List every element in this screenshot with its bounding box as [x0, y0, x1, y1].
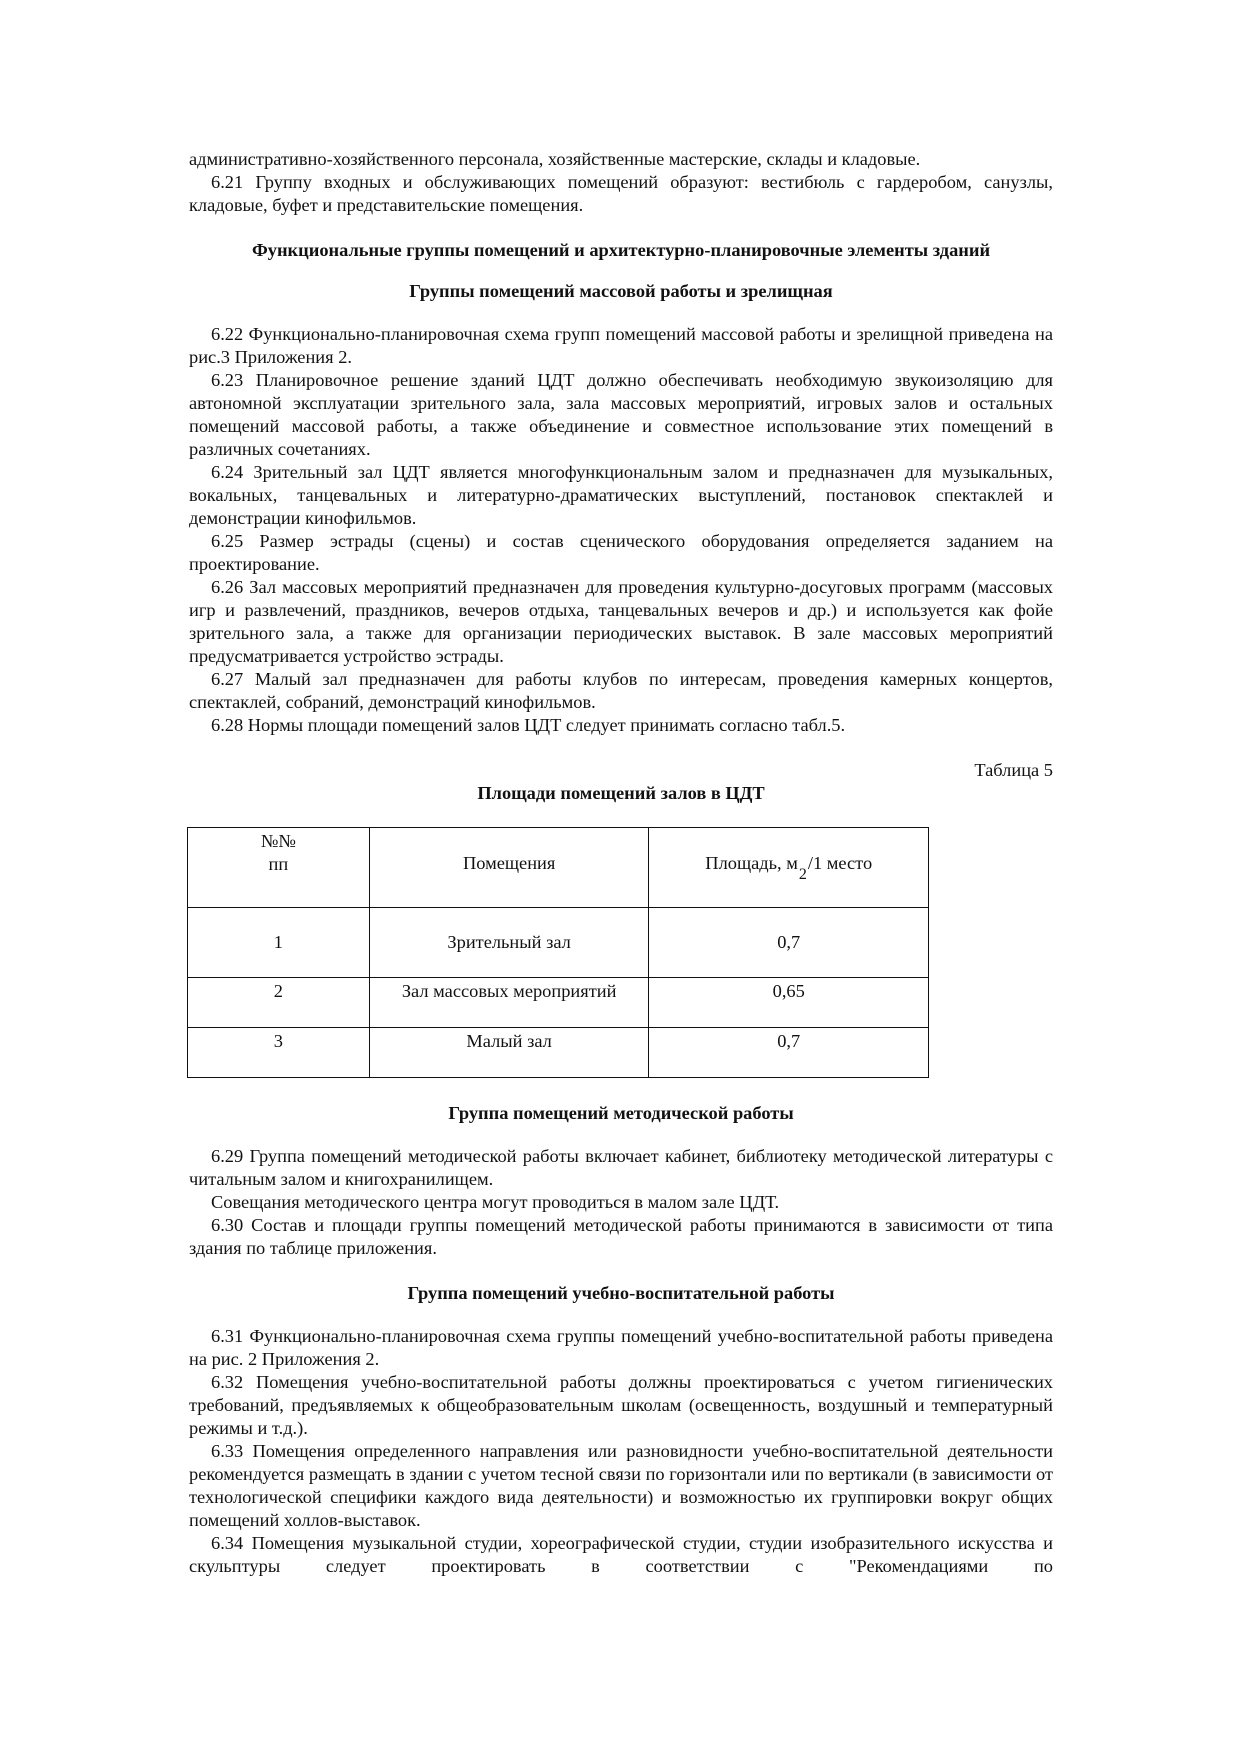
- table-label: Таблица 5: [974, 760, 1053, 780]
- cell-num: 1: [188, 908, 370, 978]
- table-row: [188, 908, 929, 978]
- paragraph-meetings: Совещания методического центра могут проводиться в малом зале ЦДТ.: [211, 1192, 780, 1212]
- table-row: [188, 1028, 929, 1078]
- paragraph-6-25: 6.25 Размер эстрады (сцены) и состав сценического оборудования определяется заданием на проектирование.: [189, 531, 1053, 574]
- subsection-title-educational: Группа помещений учебно-воспитательной работы: [407, 1283, 835, 1303]
- paragraph-6-28: 6.28 Нормы площади помещений залов ЦДТ следует принимать согласно табл.5.: [211, 715, 846, 735]
- header-area-text: Площадь, м: [705, 853, 798, 873]
- header-num-line1: №№: [260, 831, 296, 851]
- paragraph-6-33: 6.33 Помещения определенного направления или разновидности учебно-воспитательной деятельности рекомендуется размещать в здании с учетом тесной связи по горизонтали или по вертикали (в зависимости от технологической специфики каждого вида деятельности) и возможностью их группировки вокруг общих помещений холлов-выставок.: [189, 1441, 1053, 1530]
- cell-room: Зал массовых мероприятий: [369, 978, 649, 1028]
- table-hall-areas: [187, 827, 929, 1078]
- table-caption: Площади помещений залов в ЦДТ: [477, 783, 765, 803]
- paragraph-6-29: 6.29 Группа помещений методической работы включает кабинет, библиотеку методической литературы с читальным залом и книгохранилищем.: [189, 1146, 1053, 1189]
- paragraph-6-34: 6.34 Помещения музыкальной студии, хореографической студии, студии изобразительного искусства и скульптуры следует проектировать в соответствии с "Рекомендациями по: [189, 1533, 1053, 1576]
- paragraph-6-27: 6.27 Малый зал предназначен для работы клубов по интересам, проведения камерных концертов, спектаклей, собраний, демонстраций кинофильмов.: [189, 669, 1053, 712]
- header-num: [188, 828, 370, 908]
- header-area: Площадь, м2/1 место: [649, 828, 929, 908]
- paragraph-6-24: 6.24 Зрительный зал ЦДТ является многофункциональным залом и предназначен для музыкальных, вокальных, танцевальных и литературно-драматических выступлений, постановок спектаклей и демонстрации кинофильмов.: [189, 462, 1053, 528]
- paragraph-6-22: 6.22 Функционально-планировочная схема групп помещений массовой работы и зрелищной приведена на рис.3 Приложения 2.: [189, 324, 1053, 367]
- paragraph-6-32: 6.32 Помещения учебно-воспитательной работы должны проектироваться с учетом гигиенических требований, предъявляемых к общеобразовательным школам (освещенность, воздушный и температурный режимы и т.д.).: [189, 1372, 1053, 1438]
- paragraph-6-26: 6.26 Зал массовых мероприятий предназначен для проведения культурно-досуговых программ (массовых игр и развлечений, праздников, вечеров отдыха, танцевальных вечеров и др.) и используется как фойе зрительного зала, а также для организации периодических выставок. В зале массовых мероприятий предусматривается устройство эстрады.: [189, 577, 1053, 666]
- table-header-row: [188, 828, 929, 908]
- paragraph-6-21: 6.21 Группу входных и обслуживающих помещений образуют: вестибюль с гардеробом, санузлы, кладовые, буфет и представительские помещения.: [189, 172, 1053, 215]
- cell-num: 2: [188, 978, 370, 1028]
- cell-area: 0,7: [649, 1028, 929, 1078]
- header-room: Помещения: [369, 828, 649, 908]
- cell-room: Зрительный зал: [369, 908, 649, 978]
- section-title: Функциональные группы помещений и архитектурно-планировочные элементы зданий: [251, 240, 991, 260]
- cell-num: 3: [188, 1028, 370, 1078]
- table-row: [188, 978, 929, 1028]
- paragraph-6-23: 6.23 Планировочное решение зданий ЦДТ должно обеспечивать необходимую звукоизоляцию для автономной эксплуатации зрительного зала, зала массовых мероприятий, игровых залов и остальных помещений массовой работы, а также объединение и совместное использование этих помещений в различных сочетаниях.: [189, 370, 1053, 459]
- header-area-per-seat: /1 место: [807, 853, 873, 873]
- cell-room: Малый зал: [369, 1028, 649, 1078]
- cell-area: 0,7: [649, 908, 929, 978]
- subsection-title-mass-work: Группы помещений массовой работы и зрелищная: [409, 281, 833, 301]
- paragraph-6-30: 6.30 Состав и площади группы помещений методической работы принимаются в зависимости от типа здания по таблице приложения.: [189, 1215, 1053, 1258]
- paragraph-6-31: 6.31 Функционально-планировочная схема группы помещений учебно-воспитательной работы приведена на рис. 2 Приложения 2.: [189, 1326, 1053, 1369]
- cell-area: 0,65: [649, 978, 929, 1028]
- subsection-title-methodical: Группа помещений методической работы: [448, 1103, 794, 1123]
- document-page: [189, 148, 1053, 1578]
- paragraph-continued: административно-хозяйственного персонала, хозяйственные мастерские, склады и кладовые.: [189, 149, 921, 169]
- header-num-line2: пп: [268, 854, 289, 874]
